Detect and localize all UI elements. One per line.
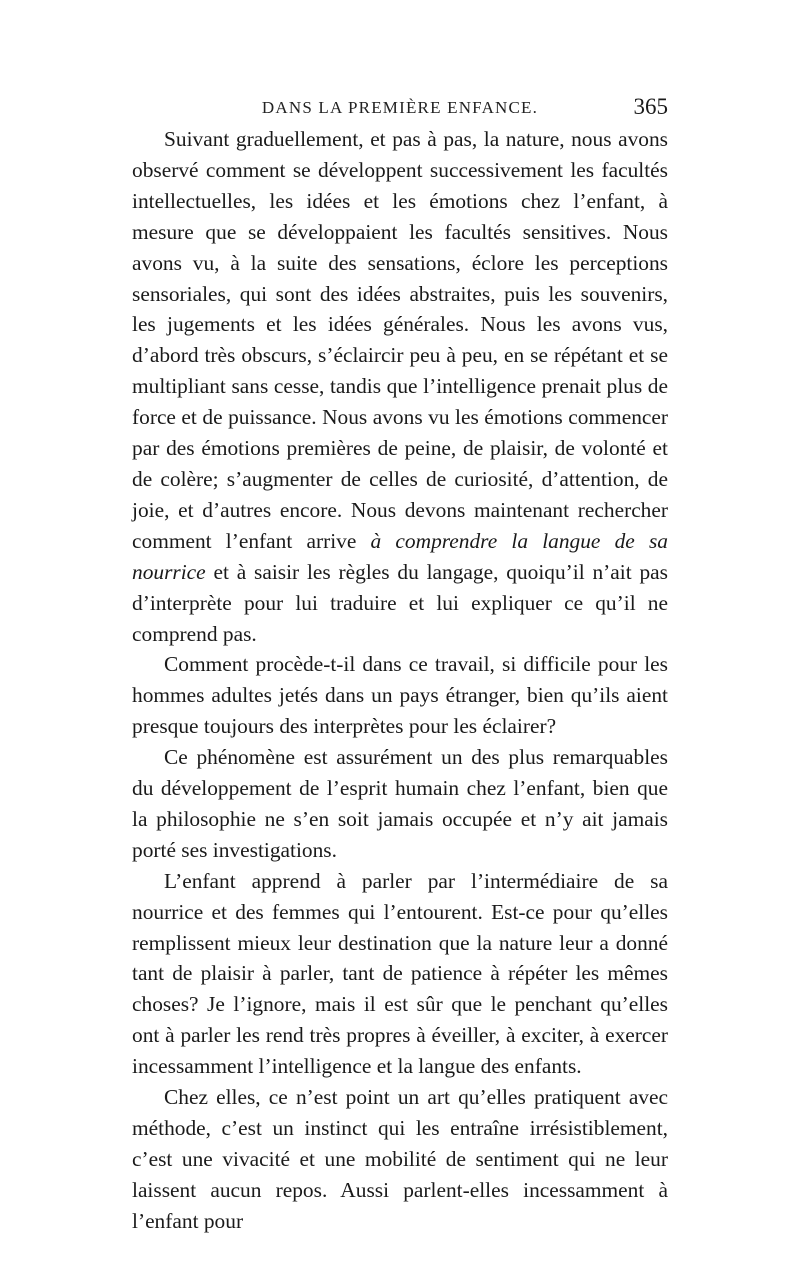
running-title: DANS LA PREMIÈRE ENFANCE. [261,98,539,117]
paragraph-3: Ce phénomène est assurément un des plus remarquables du développement de l’esprit humain chez l’enfant, bien que la philosophie ne s’en soit jamais occupée et n’y ait jamais porté ses investigations. [132,745,668,862]
paragraph-1-text-end: et à saisir les règles du langage, quoiqu’il n’ait pas d’interprète pour lui traduire et lui expliquer ce qu’il ne comprend pas. [132,559,668,646]
paragraph-1-text: Suivant graduellement, et pas à pas, la nature, nous avons observé comment se développent successivement les facultés intellectuelles, les idées et les émotions chez l’enfant, à mesure que se développaient les facultés sensitives. Nous avons vu, à la suite des sensations, éclore les perceptions sensoriales, qui sont des idées abstraites, puis les souvenirs, les jugements et les idées générales. Nous les avons vus, d’abord très obscurs, s’éclaircir peu à peu, en se répétant et se multipliant sans cesse, tandis que l’intelligence prenait plus de force et de puissance. Nous avons vu les émotions commencer par des émotions premières de peine, de plaisir, de volonté et de colère; s’augmenter de celles de curiosité, d’attention, de joie, et d’autres encore. Nous devons maintenant rechercher comment l’enfant arrive [132,127,668,553]
paragraph-5: Chez elles, ce n’est point un art qu’elles pratiquent avec méthode, c’est un instinct qui les entraîne irrésistiblement, c’est une vivacité et une mobilité de sentiment qui ne leur laissent aucun repos. Aussi parlent-elles incessamment à l’enfant pour [132,1085,668,1233]
paragraph-2: Comment procède-t-il dans ce travail, si difficile pour les hommes adultes jetés dans un pays étranger, bien qu’ils aient presque toujours des interprètes pour les éclairer? [132,652,668,739]
running-header [132,94,668,126]
page-number: 365 [633,94,668,119]
body-text [132,124,668,1237]
paragraph-1 [132,124,668,649]
paragraph-4: L’enfant apprend à parler par l’intermédiaire de sa nourrice et des femmes qui l’entourent. Est-ce pour qu’elles remplissent mieux leur destination que la nature leur a donné tant de plaisir à parler, tant de patience à répéter les mêmes choses? Je l’ignore, mais il est sûr que le penchant qu’elles ont à parler les rend très propres à éveiller, à exciter, à exercer incessamment l’intelligence et la langue des enfants. [132,868,668,1079]
italic-phrase: à comprendre la langue de sa nourrice [132,528,668,584]
